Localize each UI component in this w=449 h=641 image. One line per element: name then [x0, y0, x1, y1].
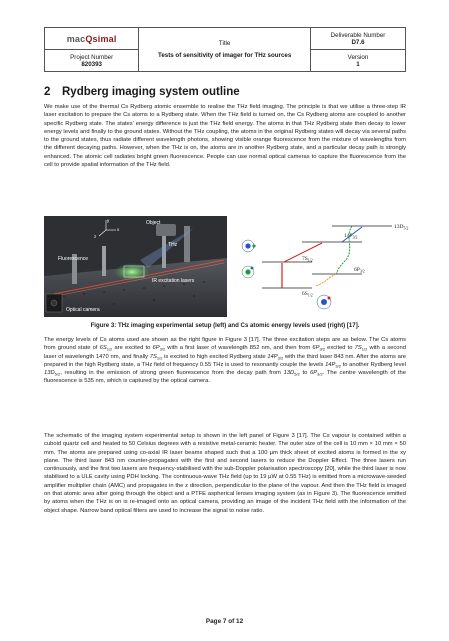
level-7s-label: $7S_{1/2}$ [302, 256, 313, 263]
setup-photo [44, 216, 227, 317]
deliverable-value: D7.6 [351, 38, 365, 46]
project-logo: macQsimal [66, 33, 117, 44]
optical-camera-label: Optical camera [66, 307, 100, 313]
project-number-value: 820393 [81, 60, 102, 68]
version-label: Version [347, 53, 369, 61]
title-cell [139, 28, 311, 72]
setup-photo-drawing [44, 216, 227, 317]
level-14p-label: $14P_{3/2}$ [344, 233, 358, 240]
thz-label: THz [168, 242, 178, 248]
project-number-cell [45, 50, 139, 72]
figure-caption: Figure 3: THz imaging experimental setup (left) and Cs atomic energy levels used (right) [17]. [90, 322, 360, 329]
title-label: Title [218, 40, 231, 47]
paragraph-energy-levels: The energy levels of Cs atoms used are shown as the right figure in Figure 3 [17]. The three excitation steps are as below. The Cs atoms from ground state of $6S_{1/2}$ are excited to $6P_{3/2}$ with a first laser of wavelength 852 nm, and then from $6P_{3/2}$ excited to $7S_{1/2}$ with a second laser of wavelength 1470 nm, and finally $7S_{1/2}$ is excited to high excited Rydberg state $14P_{3/2}$ with the third laser 843 nm. After the atoms are prepared in the high Rydberg state, a THz field of frequency 0.55 THz is used to resonantly couple the levels $14P_{3/2}$ to another Rydberg level $13D_{5/2}$, resulting in the emission of strong green fluorescence from the decay path from $13D_{5/2}$ to $6P_{3/2}$. The centre wavelength of the fluorescence is 535 nm, which is captured by the optical camera. [44, 337, 407, 385]
decay-to-ground-arrow [316, 274, 336, 286]
project-number-label: Project Number [70, 53, 114, 61]
axis-y-label: y [107, 218, 110, 223]
paragraph-setup-schematic: The schematic of the imaging system experimental setup is shown in the left panel of Figure 3 [17]. The Cs vapour is contained within a cuboid quartz cell and heated to 50 Celsius degrees with a resistive metal-ceramic heater. The outer size of the cell is 10 mm × 10 mm × 50 mm. The atoms are prepared using co-axial IR laser beams shaped such that a 100 µm thick sheet of excited atoms is formed in the xy plane. The third laser 843 nm counter-propagates with the first and second lasers to reduce the Doppler Effect. The three lasers run continuously, and the first two lasers are frequency-stabilised with the sub-Doppler polarisation spectroscopy [20], while the third laser is now stabilised to a ULE cavity using PDH locking. The continuous-wave THz field (up to 19 µW at 0.55 THz) is emitted from a microwave-seeded amplifier multiplier chain (AMC) and propagates in the z direction, perpendicular to the plane of the vapour. And then the THz field is imaged on that atomic area after going through the object and a PTFE aspherical lenses imaging system (as in Figure 3). The fluorescence emitted by atoms when the THz is on is re-imaged onto an optical camera, providing an image of the incident THz field with the information of the object shape. Narrow band optical filters are used to increase the signal to noise ratio. [44, 433, 406, 514]
paragraph-principle: We make use of the thermal Cs Rydberg atomic ensemble to realise the THz field imaging. The principle is that we utilise a three-step IR laser excitation to prepare the Cs atoms to a Rydberg state. When the THz field is turned on, the Cs Rydberg atoms are coupled to another specific Rydberg state. The states' energy difference is just the THz field energy. The atoms in that THz Rydberg state then decay to lower energy levels and finally to the ground states. Without the THz coupling, the atoms in the original Rydberg states will decay via several paths to the ground states, thus radiate different wavelength photons, showing visible orange fluorescence from the mixture of wavelengths from the different decaying paths. However, when the THz is on, the atoms are in another Rydberg state, and a particular decay path is strongly enhanced. The atomic cell radiates bright green fluorescence. People can use normal optical cameras to capture the fluorescence from the cell to provide spatial information of the THz field. [44, 104, 406, 169]
section-heading [44, 86, 240, 98]
level-13d-label: $13D_{5/2}$ [394, 224, 409, 231]
level-6s-label: $6S_{1/2}$ [302, 291, 313, 298]
section-title: Rydberg imaging system outline [62, 86, 240, 98]
deliverable-cell [311, 28, 406, 50]
axis-x-label: x [117, 227, 120, 232]
object-label: Object [146, 220, 161, 226]
version-value: 1 [356, 60, 360, 68]
level-6p-label: $6P_{3/2}$ [354, 267, 365, 274]
page-footer: Page 7 of 12 [205, 618, 244, 625]
atom-icon [242, 240, 256, 252]
ir-lasers-label: IR excitation lasers [152, 278, 195, 284]
energy-level-diagram [232, 216, 409, 318]
deliverable-label: Deliverable Number [330, 31, 386, 39]
fluorescence-label: Fluorescence [58, 256, 89, 262]
title-value: Tests of sensitivity of imager for THz sources [158, 52, 292, 59]
atom-icon [242, 266, 254, 278]
axis-z-label: z [94, 234, 97, 239]
version-cell [311, 50, 406, 72]
section-number: 2 [44, 86, 51, 98]
logo-cell [45, 28, 139, 50]
figure-3 [44, 216, 409, 318]
atom-icon [317, 295, 331, 309]
document-header-table [44, 27, 406, 72]
